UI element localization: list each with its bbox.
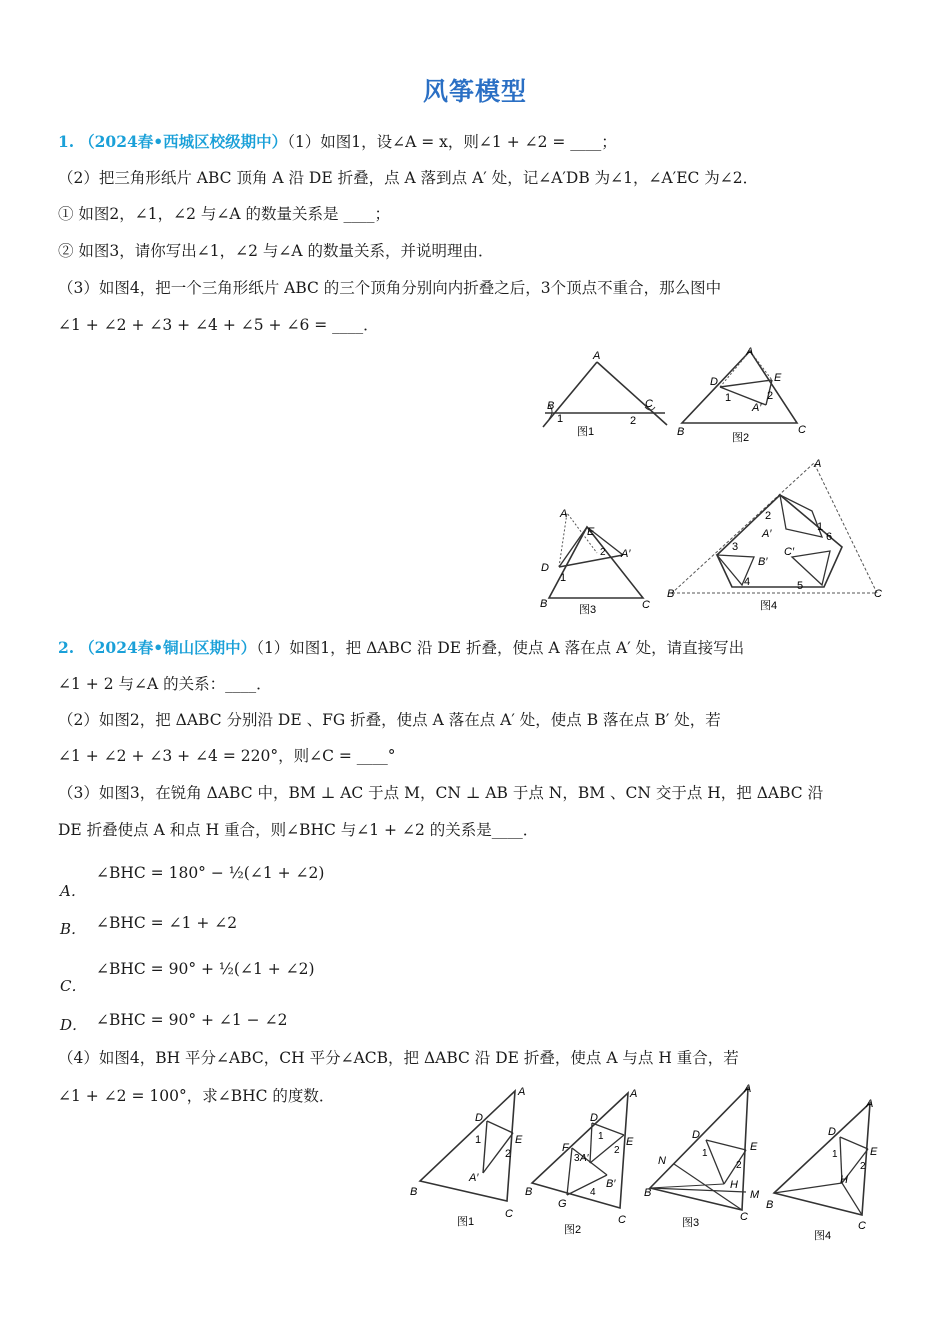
q1f2-label-aprime: A′ <box>752 402 762 414</box>
q2-line8: ∠1 + ∠2 = 100°，求∠BHC 的度数． <box>58 1087 335 1105</box>
q1f3-label-d: D <box>541 562 549 574</box>
option-b-expression: ∠BHC = ∠1 + ∠2 <box>96 914 238 932</box>
q2f4-label-c: C <box>858 1220 866 1232</box>
q1-source: （2024春•西城区校级期中） <box>79 132 288 151</box>
q2f2-caption: 图2 <box>564 1224 582 1236</box>
q1f2-label-a: A <box>746 346 754 358</box>
q2-line5: （3）如图3，在锐角 ΔABC 中，BM ⊥ AC 于点 M，CN ⊥ AB 于点 N，BM 、CN 交于点 H，把 ΔABC 沿 <box>58 784 824 802</box>
page-title: 风筝模型 <box>422 77 527 106</box>
option-c-expression: ∠BHC = 90° + ½(∠1 + ∠2) <box>96 960 315 978</box>
q2f2-label-aprime: A′ <box>580 1153 589 1164</box>
q2f4-label-a: A <box>866 1098 874 1110</box>
q2f2-label-c: C <box>618 1214 626 1226</box>
option-b-letter: B． <box>60 920 87 938</box>
q1f1-angle-1: 1 <box>557 413 564 425</box>
q1f4-angle-4: 4 <box>744 576 751 588</box>
q2-line7: （4）如图4，BH 平分∠ABC，CH 平分∠ACB，把 ΔABC 沿 DE 折叠，使点 A 与点 H 重合，若 <box>58 1049 739 1067</box>
q2f4-caption: 图4 <box>814 1230 832 1242</box>
q2f2-label-bprime: B′ <box>606 1178 616 1190</box>
q2f4-angle-1: 1 <box>832 1149 838 1160</box>
q1-figure-1 <box>535 345 675 440</box>
q1f4-label-c: C <box>874 588 882 600</box>
q1f1-angle-2: 2 <box>630 415 637 427</box>
q2f2-label-a: A <box>630 1088 638 1100</box>
q1f4-label-b: B <box>667 588 675 600</box>
q1f3-label-c: C <box>642 599 650 611</box>
q2f4-label-e: E <box>870 1146 878 1158</box>
q2-number: 2. <box>58 638 75 657</box>
q2f4-label-d: D <box>828 1126 836 1138</box>
q1f3-label-a: A <box>560 508 568 520</box>
q2f2-angle-1: 1 <box>598 1131 604 1142</box>
q2f3-caption: 图3 <box>682 1217 700 1229</box>
q2f1-label-e: E <box>515 1134 523 1146</box>
q2f2-angle-3: 3 <box>574 1153 580 1164</box>
q2f1-label-c: C <box>505 1208 513 1220</box>
q2f3-label-n: N <box>658 1155 666 1167</box>
q1f1-label-b: B <box>547 400 555 412</box>
q1f3-label-b: B <box>540 598 548 610</box>
q2f4-label-b: B <box>766 1199 774 1211</box>
q1-line4: ② 如图3，请你写出∠1，∠2 与∠A 的数量关系，并说明理由． <box>58 242 494 260</box>
q1-number: 1. <box>58 132 75 151</box>
q2f1-angle-1: 1 <box>475 1134 482 1146</box>
q1f4-caption: 图4 <box>760 600 778 612</box>
q2f2-label-e: E <box>626 1136 634 1148</box>
q1-figure-2 <box>672 343 822 448</box>
q2f4-label-h: H <box>840 1174 848 1186</box>
q2f3-label-e: E <box>750 1141 758 1153</box>
option-a-expression: ∠BHC = 180° − ½(∠1 + ∠2) <box>96 864 325 882</box>
q2f2-label-f: F <box>562 1142 569 1154</box>
q1f2-caption: 图2 <box>732 432 750 444</box>
q2f2-label-d: D <box>590 1112 598 1124</box>
q2f1-caption: 图1 <box>457 1216 475 1228</box>
q2-line4: ∠1 + ∠2 + ∠3 + ∠4 = 220°，则∠C = ____° <box>58 747 396 765</box>
q2f3-angle-1: 1 <box>702 1148 708 1159</box>
q1-figure-3 <box>535 505 660 615</box>
q2-source: （2024春•铜山区期中） <box>79 638 257 657</box>
q1f2-label-e: E <box>774 372 782 384</box>
q1f2-angle-1: 1 <box>725 392 732 404</box>
q1-figure-4 <box>662 455 892 615</box>
q1f2-label-b: B <box>677 426 685 438</box>
q2f3-label-m: M <box>750 1189 760 1201</box>
q2-figure-2 <box>522 1083 642 1238</box>
q1f3-angle-1: 1 <box>560 572 567 584</box>
q1f4-label-bprime: B′ <box>758 556 768 568</box>
q2-figure-1 <box>405 1083 533 1231</box>
q2-line1: （1）如图1，把 ΔABC 沿 DE 折叠，使点 A 落在点 A′ 处，请直接写出 <box>256 639 745 657</box>
q1f4-angle-6: 6 <box>826 531 833 543</box>
q2f1-label-d: D <box>475 1112 483 1124</box>
q1f4-label-a: A <box>814 458 822 470</box>
q2f1-label-b: B <box>410 1186 418 1198</box>
q1f3-label-aprime: A′ <box>621 548 631 560</box>
q1f3-caption: 图3 <box>579 604 597 615</box>
q2f2-angle-4: 4 <box>590 1187 596 1198</box>
q1f2-label-c: C <box>798 424 806 436</box>
q1-line1: （1）如图1，设∠A = x，则∠1 + ∠2 = ____； <box>287 133 617 151</box>
q1-line2: （2）把三角形纸片 ABC 顶角 A 沿 DE 折叠，点 A 落到点 A′ 处，记∠A′DB 为∠1，∠A′EC 为∠2． <box>58 169 759 187</box>
q2-header <box>58 637 744 659</box>
q2f3-label-c: C <box>740 1211 748 1223</box>
q1f1-caption: 图1 <box>577 426 595 438</box>
q1f4-label-aprime: A′ <box>762 528 772 540</box>
q1f1-label-a: A <box>593 350 601 362</box>
q2-line2: ∠1 + 2 与∠A 的关系：____． <box>58 675 272 693</box>
q1-line6: ∠1 + ∠2 + ∠3 + ∠4 + ∠5 + ∠6 = ____． <box>58 316 379 334</box>
q1-line5: （3）如图4，把一个三角形纸片 ABC 的三个顶角分别向内折叠之后，3个顶点不重合，那么图中 <box>58 279 722 297</box>
q2f2-label-b: B <box>525 1186 533 1198</box>
q2f2-label-g: G <box>558 1198 567 1210</box>
q1f4-angle-3: 3 <box>732 541 739 553</box>
q1f3-label-e: E <box>587 526 595 538</box>
q1-line3: ① 如图2，∠1，∠2 与∠A 的数量关系是 ____； <box>58 205 390 223</box>
q2f1-label-aprime: A′ <box>469 1172 479 1184</box>
q2-line3: （2）如图2，把 ΔABC 分别沿 DE 、FG 折叠，使点 A 落在点 A′ 处，使点 B 落在点 B′ 处，若 <box>58 711 721 729</box>
q2-figure-4 <box>762 1093 892 1243</box>
q1f1-label-c: C <box>645 398 653 410</box>
q2f3-label-b: B <box>644 1187 652 1199</box>
q1f4-label-cprime: C′ <box>784 546 795 558</box>
q2f3-label-h: H <box>730 1179 738 1191</box>
q2-figure-3 <box>640 1080 770 1230</box>
q2f1-label-a: A <box>518 1086 526 1098</box>
q1f2-label-d: D <box>710 376 718 388</box>
q2f3-angle-2: 2 <box>736 1160 742 1171</box>
option-d-expression: ∠BHC = 90° + ∠1 − ∠2 <box>96 1011 288 1029</box>
q2f1-angle-2: 2 <box>505 1148 512 1160</box>
q2f3-label-a: A <box>744 1083 752 1095</box>
q1f4-angle-1: 1 <box>817 521 824 533</box>
q1f2-angle-2: 2 <box>767 390 774 402</box>
q1f4-angle-2: 2 <box>765 510 772 522</box>
q2-line6: DE 折叠使点 A 和点 H 重合，则∠BHC 与∠1 + ∠2 的关系是____． <box>58 821 539 839</box>
option-a-letter: A． <box>60 882 86 900</box>
option-d-letter: D． <box>60 1016 88 1034</box>
q1f3-angle-2: 2 <box>600 547 606 558</box>
option-c-letter: C． <box>60 977 87 995</box>
q2f2-angle-2: 2 <box>614 1145 620 1156</box>
q1f4-angle-5: 5 <box>797 580 804 592</box>
q2f4-angle-2: 2 <box>860 1161 866 1172</box>
q2f3-label-d: D <box>692 1129 700 1141</box>
q1-header <box>58 131 617 153</box>
